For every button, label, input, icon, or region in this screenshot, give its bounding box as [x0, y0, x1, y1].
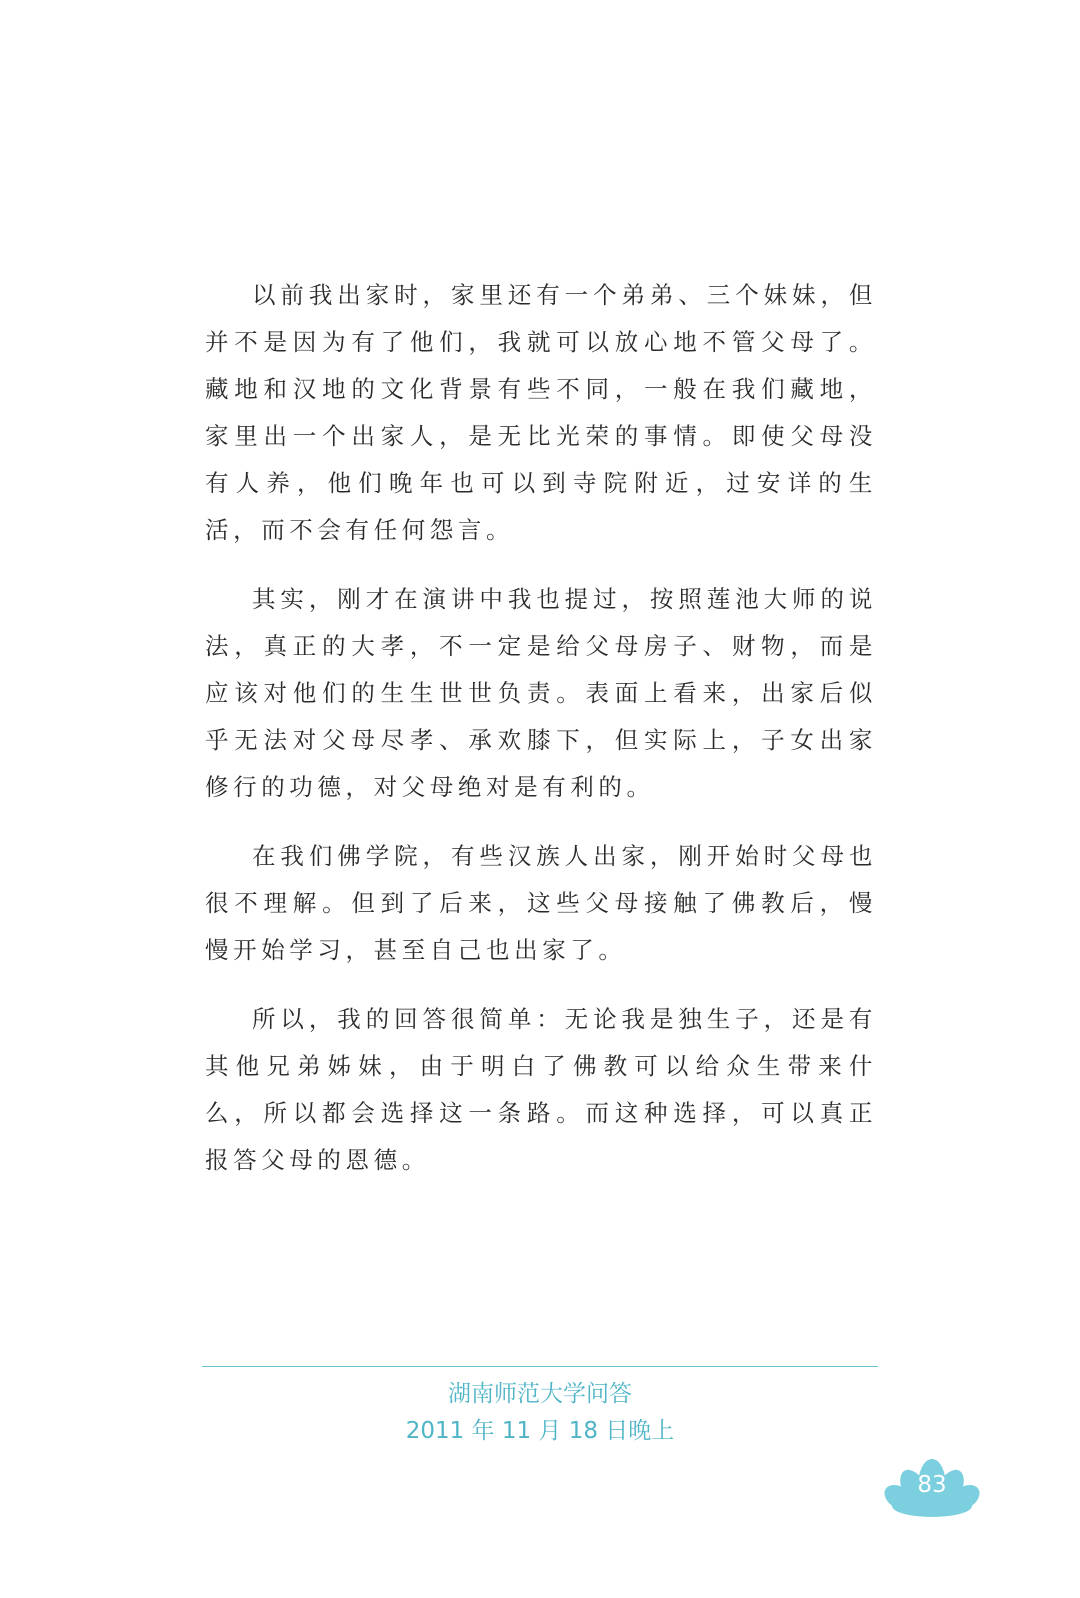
- page-number-badge: [882, 1456, 982, 1520]
- page-number: 83: [917, 1472, 947, 1498]
- paragraph-1: 以前我出家时，家里还有一个弟弟、三个妹妹，但并不是因为有了他们，我就可以放心地不管父母了。藏地和汉地的文化背景有些不同，一般在我们藏地，家里出一个出家人，是无比光荣的事情。即使父母没有人养，他们晚年也可以到寺院附近，过安详的生活，而不会有任何怨言。: [205, 281, 877, 544]
- footer-date: 2011 年 11 月 18 日晚上: [405, 1418, 675, 1444]
- footer-title: 湖南师范大学问答: [448, 1381, 632, 1407]
- body-text: [205, 272, 877, 1206]
- paragraph-4: 所以，我的回答很简单：无论我是独生子，还是有其他兄弟姊妹，由于明白了佛教可以给众生带来什么，所以都会选择这一条路。而这种选择，可以真正报答父母的恩德。: [205, 1005, 877, 1174]
- paragraph-3: 在我们佛学院，有些汉族人出家，刚开始时父母也很不理解。但到了后来，这些父母接触了佛教后，慢慢开始学习，甚至自己也出家了。: [205, 842, 877, 964]
- footer-divider: [202, 1366, 878, 1367]
- paragraph-2: 其实，刚才在演讲中我也提过，按照莲池大师的说法，真正的大孝，不一定是给父母房子、财物，而是应该对他们的生生世世负责。表面上看来，出家后似乎无法对父母尽孝、承欢膝下，但实际上，子女出家修行的功德，对父母绝对是有利的。: [205, 585, 877, 801]
